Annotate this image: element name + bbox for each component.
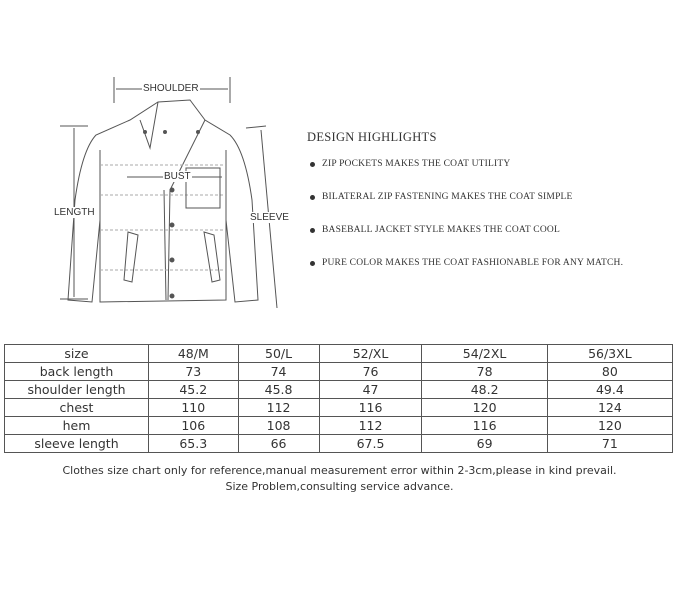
- bullet-icon: [310, 228, 315, 233]
- jacket-sketch: [40, 70, 300, 310]
- table-row: [5, 435, 673, 453]
- highlight-item: BILATERAL ZIP FASTENING MAKES THE COAT SIMPLE: [307, 192, 623, 225]
- cell: 76: [319, 363, 422, 381]
- cell: 112: [319, 417, 422, 435]
- cell: 65.3: [149, 435, 239, 453]
- cell: 116: [422, 417, 547, 435]
- cell: 48.2: [422, 381, 547, 399]
- size-note: [0, 463, 679, 495]
- cell: 71: [547, 435, 672, 453]
- bullet-icon: [310, 261, 315, 266]
- jacket-measurement-diagram: [40, 70, 300, 310]
- cell: 106: [149, 417, 239, 435]
- table-row: [5, 381, 673, 399]
- bullet-icon: [310, 195, 315, 200]
- design-highlights: [307, 130, 623, 291]
- cell: 80: [547, 363, 672, 381]
- row-label: hem: [5, 417, 149, 435]
- length-label: LENGTH: [54, 207, 95, 218]
- highlights-title: DESIGN HIGHLIGHTS: [307, 130, 437, 144]
- header-cell: 54/2XL: [422, 345, 547, 363]
- cell: 49.4: [547, 381, 672, 399]
- cell: 120: [547, 417, 672, 435]
- row-label: sleeve length: [5, 435, 149, 453]
- table-row: [5, 417, 673, 435]
- table-row: [5, 363, 673, 381]
- cell: 124: [547, 399, 672, 417]
- cell: 112: [238, 399, 319, 417]
- row-label: back length: [5, 363, 149, 381]
- highlight-item: ZIP POCKETS MAKES THE COAT UTILITY: [307, 159, 623, 192]
- sleeve-label: SLEEVE: [250, 212, 289, 223]
- note-line-2: Size Problem,consulting service advance.: [225, 480, 454, 493]
- row-label: chest: [5, 399, 149, 417]
- header-cell: 52/XL: [319, 345, 422, 363]
- shoulder-label: SHOULDER: [143, 83, 199, 94]
- bust-label: BUST: [164, 171, 191, 182]
- header-cell: 50/L: [238, 345, 319, 363]
- cell: 116: [319, 399, 422, 417]
- highlight-item: PURE COLOR MAKES THE COAT FASHIONABLE FOR ANY MATCH.: [307, 258, 623, 291]
- cell: 74: [238, 363, 319, 381]
- size-table: [4, 344, 673, 453]
- note-line-1: Clothes size chart only for reference,manual measurement error within 2-3cm,please in kind prevail.: [62, 464, 617, 477]
- cell: 45.2: [149, 381, 239, 399]
- cell: 66: [238, 435, 319, 453]
- header-cell: 56/3XL: [547, 345, 672, 363]
- highlight-item: BASEBALL JACKET STYLE MAKES THE COAT COOL: [307, 225, 623, 258]
- cell: 78: [422, 363, 547, 381]
- cell: 47: [319, 381, 422, 399]
- row-label: shoulder length: [5, 381, 149, 399]
- header-cell: 48/M: [149, 345, 239, 363]
- cell: 110: [149, 399, 239, 417]
- cell: 108: [238, 417, 319, 435]
- cell: 120: [422, 399, 547, 417]
- cell: 67.5: [319, 435, 422, 453]
- cell: 69: [422, 435, 547, 453]
- table-row: [5, 399, 673, 417]
- cell: 45.8: [238, 381, 319, 399]
- table-header-row: [5, 345, 673, 363]
- header-cell: size: [5, 345, 149, 363]
- cell: 73: [149, 363, 239, 381]
- bullet-icon: [310, 162, 315, 167]
